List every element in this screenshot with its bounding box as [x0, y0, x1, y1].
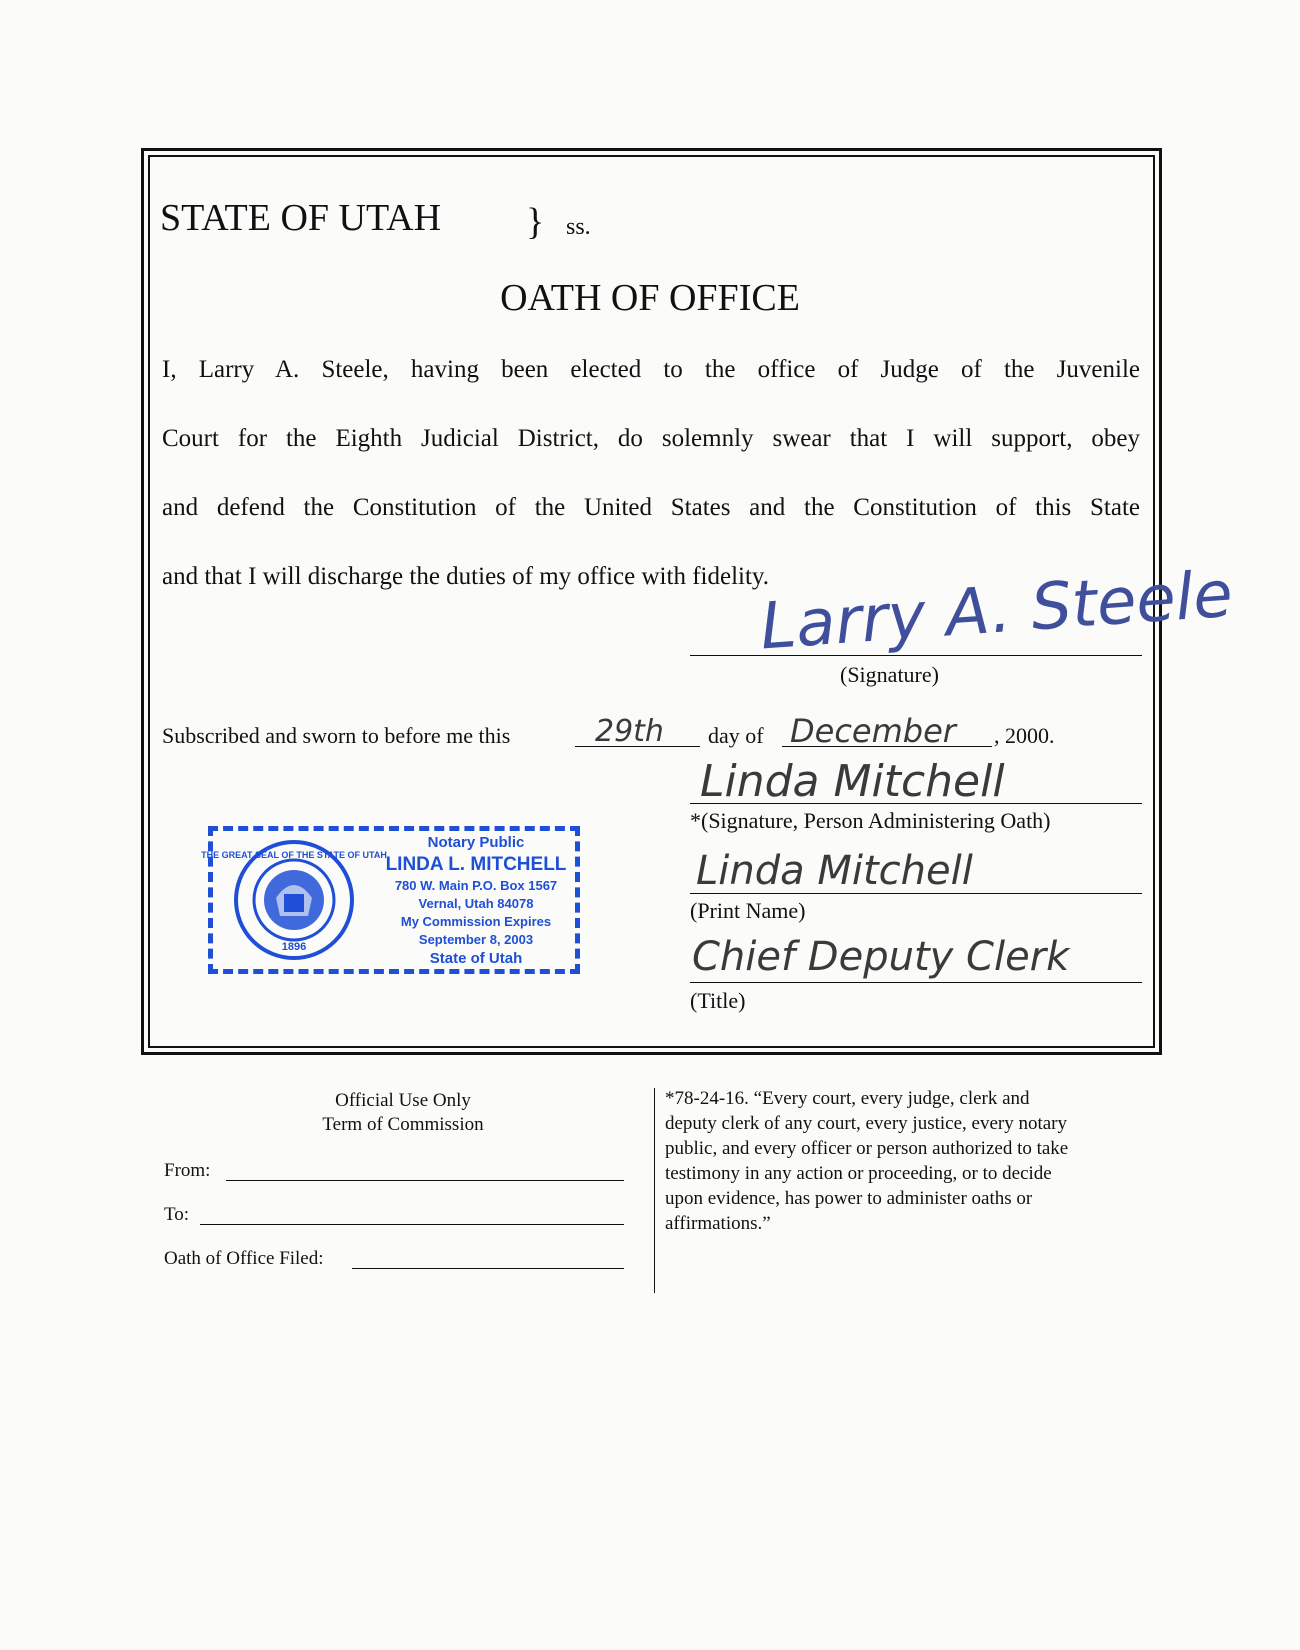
footer-divider: [654, 1088, 655, 1293]
document-title: OATH OF OFFICE: [500, 277, 800, 319]
month-value: December: [790, 712, 956, 750]
to-field[interactable]: [200, 1224, 624, 1225]
from-field[interactable]: [226, 1180, 624, 1181]
sworn-prefix: Subscribed and sworn to before me this: [162, 723, 511, 748]
oath-line-2: Court for the Eighth Judicial District, do solemnly swear that I will support, obey: [162, 425, 1140, 452]
seal-year: 1896: [281, 941, 307, 953]
signature-line: [690, 655, 1142, 656]
oath-filed-field[interactable]: [352, 1268, 624, 1269]
brace: }: [526, 201, 545, 243]
stamp-line-6: September 8, 2003: [418, 932, 534, 947]
stamp-line-5: My Commission Expires: [400, 914, 552, 929]
official-use-heading: Official Use Only: [335, 1090, 471, 1111]
title-line: [690, 982, 1142, 983]
administrator-signature-line: [690, 803, 1142, 804]
seal-text: THE GREAT SEAL OF THE STATE OF UTAH: [201, 850, 387, 860]
month-line: [782, 746, 992, 747]
statute-line-4: testimony in any action or proceeding, or to decide: [665, 1163, 1052, 1184]
statute-line-2: deputy clerk of any court, every justice, every notary: [665, 1113, 1068, 1134]
oath-line-3: and defend the Constitution of the United States and the Constitution of this State: [162, 494, 1140, 521]
statute-line-6: affirmations.”: [665, 1213, 771, 1234]
statute-line-3: public, and every officer or person authorized to take: [665, 1138, 1069, 1159]
oath-filed-label: Oath of Office Filed:: [164, 1248, 324, 1269]
judge-signature: Larry A. Steele: [757, 557, 1236, 665]
stamp-line-2: LINDA L. MITCHELL: [385, 854, 567, 875]
day-of-label: day of: [708, 723, 764, 748]
title-label: (Title): [690, 988, 746, 1013]
day-line: [575, 746, 700, 747]
ss-label: ss.: [566, 214, 591, 240]
statute-line-1: *78-24-16. “Every court, every judge, clerk and: [665, 1088, 1030, 1109]
year-text: , 2000.: [994, 723, 1055, 748]
from-label: From:: [164, 1160, 211, 1181]
administrator-signature-label: *(Signature, Person Administering Oath): [690, 808, 1051, 833]
stamp-line-7: State of Utah: [429, 950, 523, 967]
stamp-line-3: 780 W. Main P.O. Box 1567: [394, 878, 558, 893]
to-label: To:: [164, 1204, 190, 1225]
oath-line-4: and that I will discharge the duties of my office with fidelity.: [162, 563, 770, 590]
print-name-label: (Print Name): [690, 898, 806, 923]
day-value: 29th: [595, 714, 664, 749]
print-name-line: [690, 893, 1142, 894]
statute-line-5: upon evidence, has power to administer oaths or: [665, 1188, 1033, 1209]
stamp-line-4: Vernal, Utah 84078: [418, 896, 534, 911]
term-of-commission-heading: Term of Commission: [322, 1114, 484, 1135]
stamp-line-1: Notary Public: [427, 834, 525, 851]
state-seal: [201, 838, 387, 962]
state-heading: STATE OF UTAH: [160, 197, 442, 239]
oath-line-1: I, Larry A. Steele, having been elected to the office of Judge of the Juvenile: [162, 356, 1140, 383]
print-name-value: Linda Mitchell: [696, 848, 973, 894]
administrator-signature: Linda Mitchell: [700, 756, 1005, 807]
signature-label: (Signature): [840, 662, 939, 687]
title-value: Chief Deputy Clerk: [692, 934, 1070, 980]
